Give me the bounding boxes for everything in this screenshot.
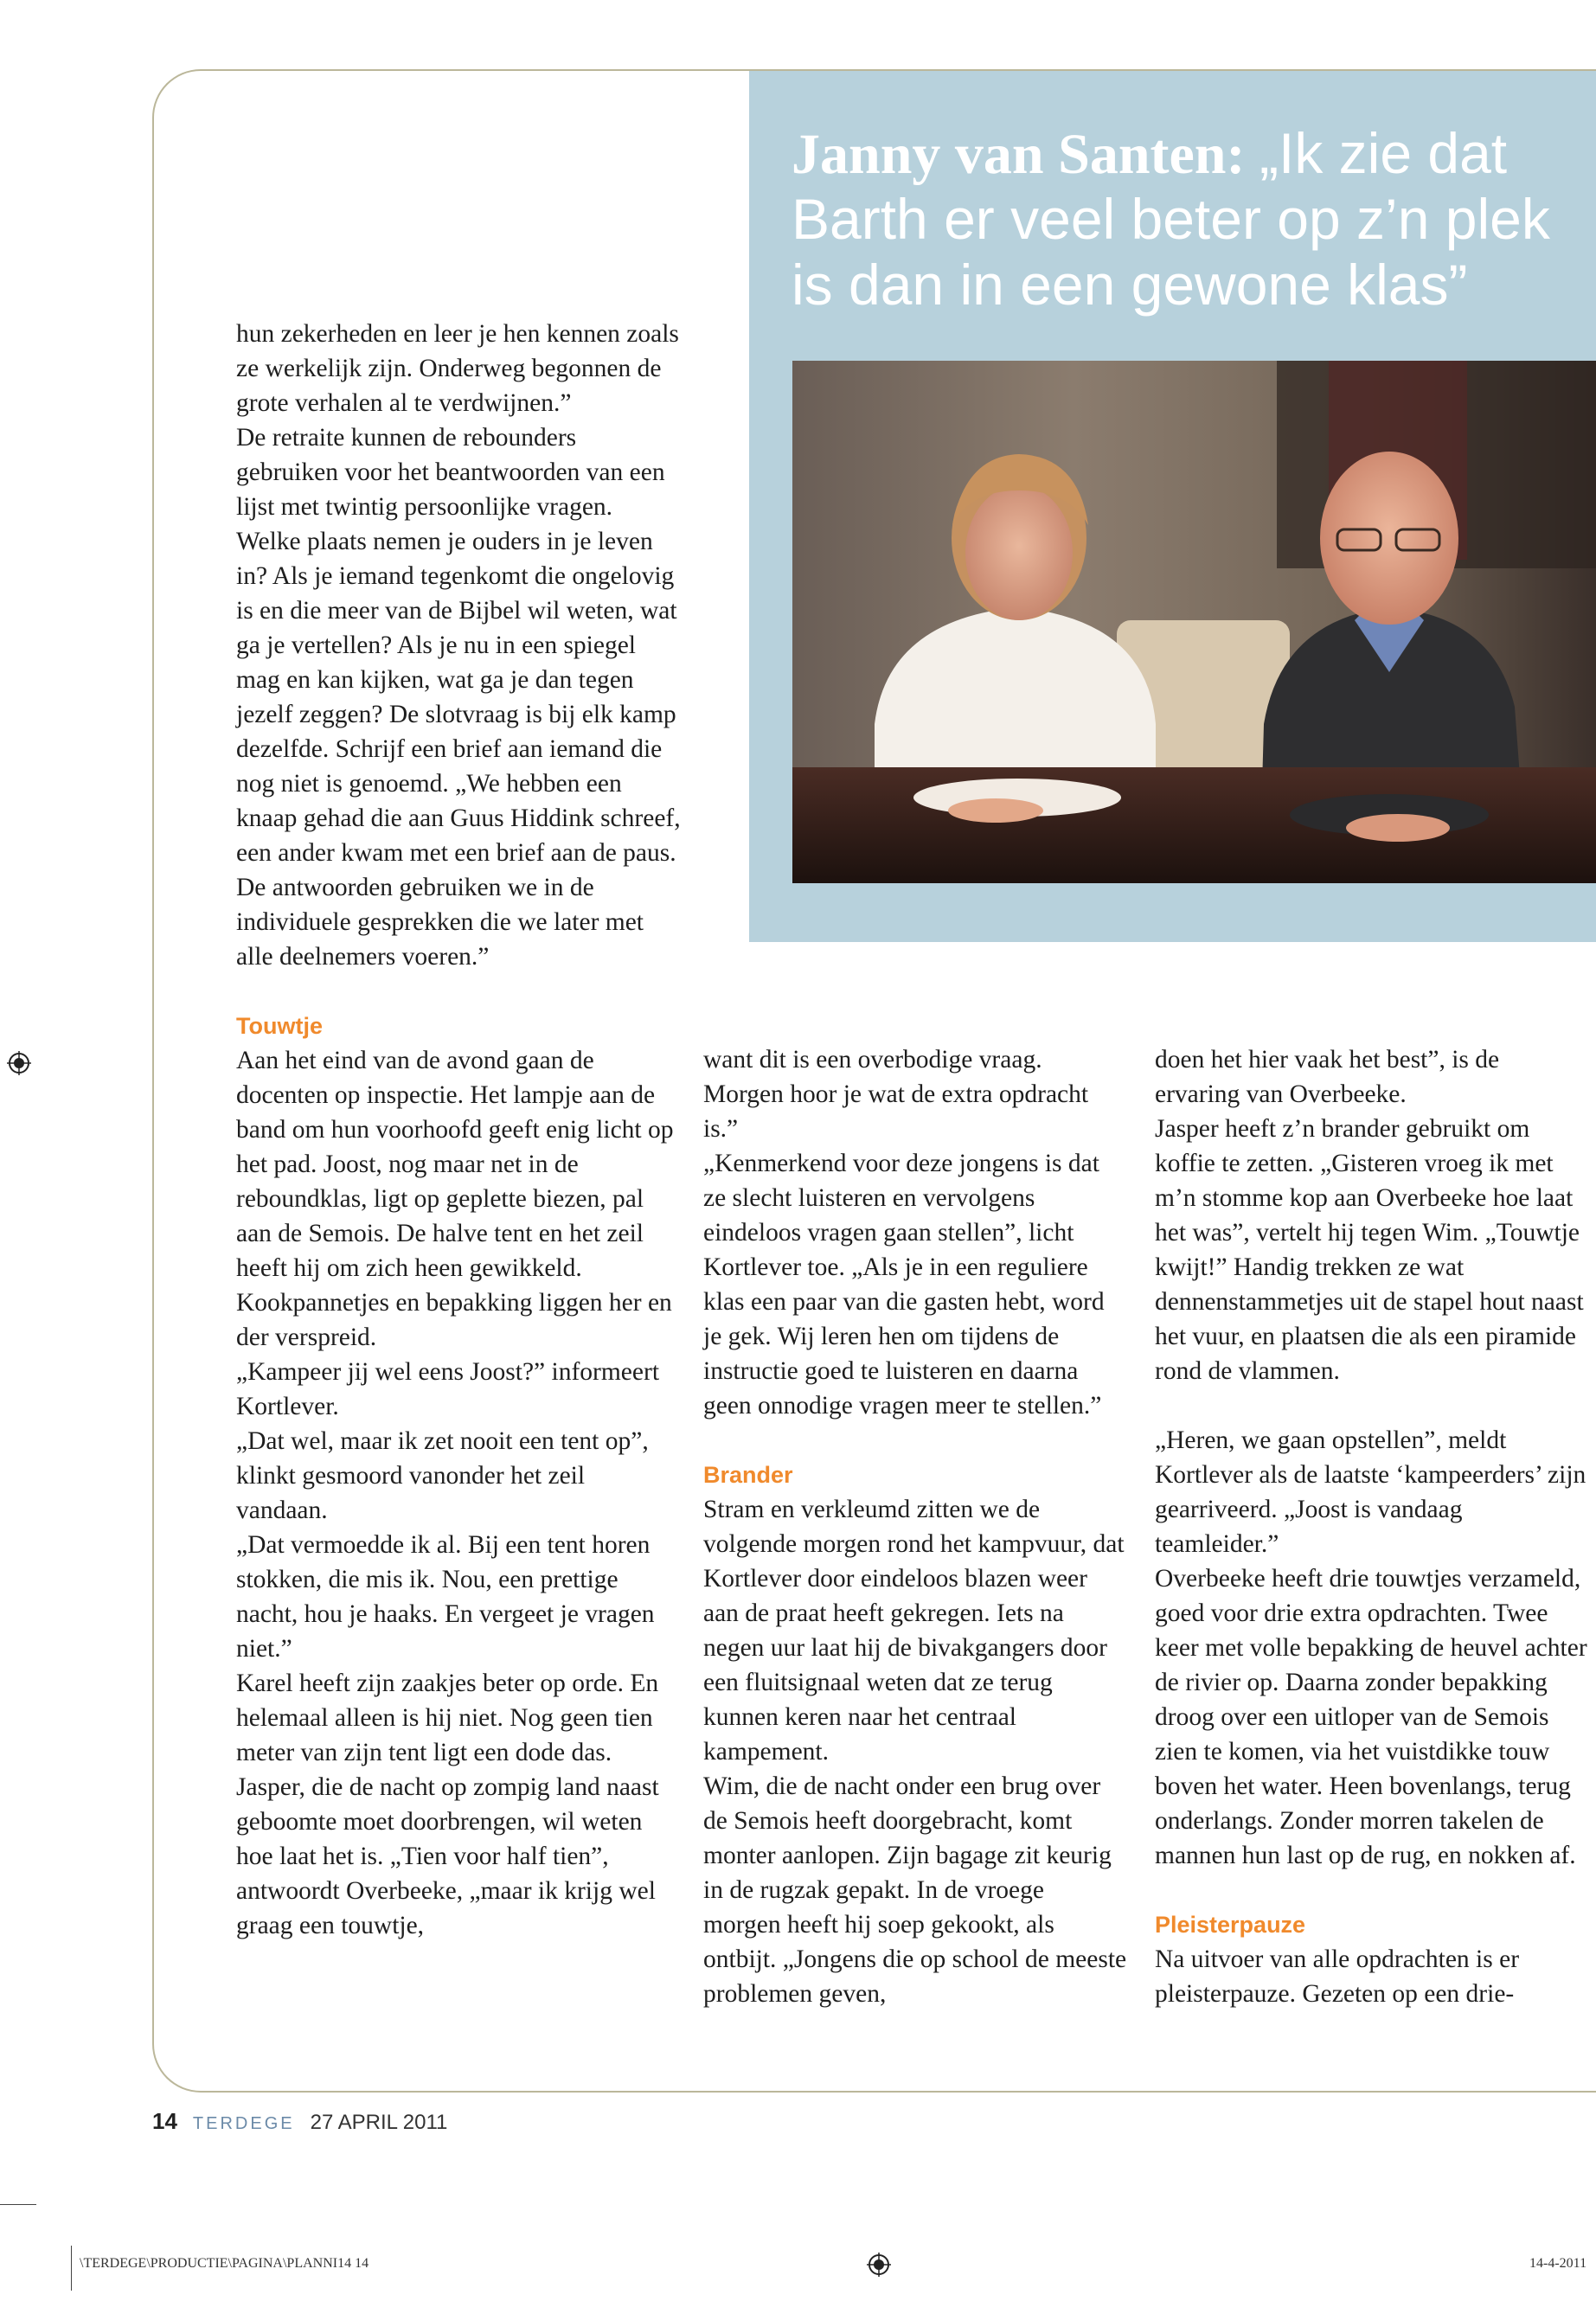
magazine-name: TERDEGE: [192, 2114, 295, 2133]
paragraph: Overbeeke heeft drie touwtjes verzameld, goed voor drie extra opdrachten. Twee keer met volle bepakking de heuvel achter de rivier op. Daarna zonder bepakking droog over een uitloper van de Semois zien te komen, via het vuistdikke touw boven het water. Heen bovenlangs, terug onderlangs. Zonder morren takelen de mannen hun last op de rug, en nokken af.: [1155, 1565, 1587, 1869]
paragraph: want dit is een overbodige vraag. Morgen hoor je wat de extra opdracht is.”: [703, 1046, 1089, 1143]
paragraph: hun zekerheden en leer je hen kennen zoals ze werkelijk zijn. Onderweg begonnen de grote verhalen al te verdwijnen.”: [236, 320, 679, 417]
page-number: 14: [152, 2108, 177, 2134]
paragraph: doen het hier vaak het best”, is de ervaring van Overbeeke.: [1155, 1046, 1500, 1108]
paragraph: „Heren, we gaan opstellen”, meldt Kortlever als de laatste ‘kampeerders’ zijn gearriveerd. „Joost is vandaag teamleider.”: [1155, 1426, 1586, 1558]
paragraph-spacer: [1155, 1388, 1587, 1423]
registration-mark-icon: [7, 1051, 31, 1075]
text-column-2: [703, 1042, 1127, 2011]
text-column-1: [236, 317, 682, 1943]
paragraph: Jasper heeft z’n brander gebruikt om koffie te zetten. „Gisteren vroeg ik met m’n stomme kop aan Overbeeke hoe laat het was”, vertelt hij tegen Wim. „Touwtje kwijt!” Handig trekken ze wat dennenstammetjes uit de stapel hout naast het vuur, en plaatsen die als een piramide rond de vlammen.: [1155, 1115, 1584, 1385]
paragraph: „Kenmerkend voor deze jongens is dat ze slecht luisteren en vervolgens eindeloos vragen gaan stellen”, licht Kortlever toe. „Als je in een reguliere klas een paar van die gasten hebt, word je gek. Wij leren hen om tijdens de instructie goed te luisteren en daarna geen onnodige vragen meer te stellen.”: [703, 1150, 1105, 1420]
crop-mark: [0, 2204, 36, 2205]
portrait-photo: [792, 361, 1596, 883]
page-folio: [152, 2108, 447, 2135]
subheading-pleisterpauze: Pleisterpauze: [1155, 1912, 1306, 1938]
paragraph: Aan het eind van de avond gaan de docenten op inspectie. Het lampje aan de band om hun voorhoofd geeft enig licht op het pad. Joost, nog maar net in de reboundklas, ligt op geplette biezen, pal aan de Semois. De halve tent en het zeil heeft hij om zich heen gewikkeld. Kookpannetjes en bepakking liggen her en der verspreid.: [236, 1047, 674, 1351]
crop-mark: [71, 2246, 72, 2291]
paragraph: Jasper, die de nacht op zompig land naast geboomte moet doorbrengen, wil weten hoe laat het is. „Tien voor half tien”, antwoordt Overbeeke, „maar ik krijg wel graag een touwtje,: [236, 1773, 659, 1939]
paragraph: Stram en verkleumd zitten we de volgende morgen rond het kampvuur, dat Kortlever door eindeloos blazen weer aan de praat heeft gekregen. Iets na negen uur laat hij de bivakgangers door een fluitsignaal weten dat ze terug kunnen keren naar het centraal kampement.: [703, 1496, 1125, 1766]
print-slug-path: \TERDEGE\PRODUCTIE\PAGINA\PLANNI14 14: [80, 2256, 369, 2271]
pull-quote-headline: [792, 121, 1587, 318]
text-column-3: [1155, 1042, 1587, 2011]
headline-quote: „Ik zie dat Barth er veel beter op z’n plek is dan in een gewone klas”: [792, 121, 1550, 317]
issue-date: 27 APRIL 2011: [310, 2111, 448, 2134]
paragraph: Karel heeft zijn zaakjes beter op orde. En helemaal alleen is hij niet. Nog geen tien meter van zijn tent ligt een dode das.: [236, 1670, 659, 1766]
registration-mark-icon: [867, 2253, 891, 2277]
paragraph: „Dat wel, maar ik zet nooit een tent op”, klinkt gesmoord vanonder het zeil vandaan.: [236, 1427, 649, 1524]
paragraph: „Kampeer jij wel eens Joost?” informeert Kortlever.: [236, 1358, 660, 1420]
subheading-brander: Brander: [703, 1462, 793, 1488]
paragraph: Wim, die de nacht onder een brug over de Semois heeft doorgebracht, komt monter aanlopen. Zijn bagage zit keurig in de rugzak gepakt. In de vroege morgen heeft hij soep gekookt, als ontbijt. „Jongens die op school de meeste problemen geven,: [703, 1772, 1127, 2008]
paragraph: „Dat vermoedde ik al. Bij een tent horen stokken, die mis ik. Nou, een prettige nacht, hou je haaks. En vergeet je vragen niet.”: [236, 1531, 655, 1663]
paragraph: De retraite kunnen de rebounders gebruiken voor het beantwoorden van een lijst met twintig persoonlijke vragen. Welke plaats nemen je ouders in je leven in? Als je iemand tegenkomt die ongelovig is en die meer van de Bijbel wil weten, wat ga je vertellen? Als je nu in een spiegel mag en kan kijken, wat ga je dan tegen jezelf zeggen? De slotvraag is bij elk kamp dezelfde. Schrijf een brief aan iemand die nog niet is genoemd. „We hebben een knaap gehad die aan Guus Hiddink schreef, een ander kwam met een brief aan de paus. De antwoorden gebruiken we in de individuele gesprekken die we later met alle deelnemers voeren.”: [236, 424, 681, 971]
paragraph: Na uitvoer van alle opdrachten is er pleisterpauze. Gezeten op een drie-: [1155, 1945, 1520, 2008]
print-slug-date: 14-4-2011: [1529, 2256, 1587, 2271]
headline-name: Janny van Santen:: [792, 123, 1246, 186]
subheading-touwtje: Touwtje: [236, 1013, 323, 1039]
